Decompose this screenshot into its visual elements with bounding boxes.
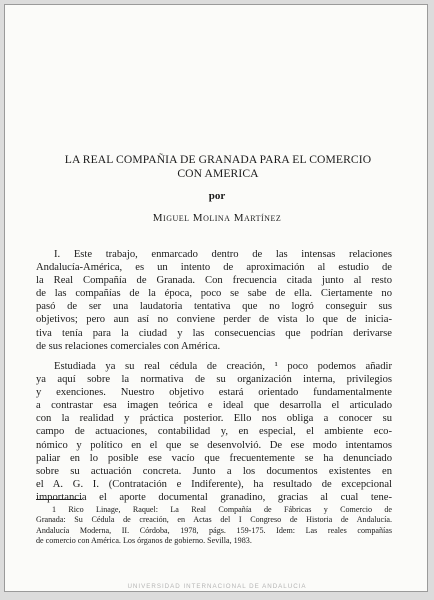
byline: por [208,190,226,202]
footnote-line: Granada: Su Cédula de creación, en Actas del I Congreso de Historia de Andalucía. [36,515,392,525]
author-name: Miguel Molina Martínez [152,212,282,224]
footnote-line: 1 Rico Linage, Raquel: La Real Compañía de Fábricas y Comercio de [52,505,392,514]
text-line: pasó de ser una laudatoria tentativa que no logró conseguir sus [36,301,392,313]
text-line: paliar en lo posible ese vacío que frecuentemente se ha denunciado [36,452,392,464]
text-line: Andalucía-América, es un intento de aproximación al estudio de [36,262,392,274]
text-line: el A. G. I. (Contratación e Indiferente), ha resultado de excepcional [36,478,392,490]
footnote [36,505,392,546]
text-line: campo de actuaciones, contabilidad y, en especial, el ambiente eco- [36,426,392,438]
footnote-line: Andalucía Moderna, II. Córdoba, 1978, págs. 159-175. Idem: Las reales compañías [36,525,392,535]
document-page [4,4,428,592]
text-line: con la realidad y práctica posterior. Ello nos obliga a conocer su [36,413,392,425]
paragraph-2 [36,360,392,504]
text-line: y exenciones. Nuestro objetivo estará orientado fundamentalmente [36,387,392,399]
text-line: nómico y político en el que se desenvolvió. De ese modo intentamos [36,439,392,451]
text-line: de las compañías de la época, poco se sabe de ella. Ciertamente no [36,288,392,300]
text-line: de sus relaciones comerciales con América. [36,340,221,352]
text-line: tiva tenía para la ciudad y las consecuencias que podrían derivarse [36,327,392,339]
paragraph-1 [36,248,392,353]
text-line: objetivos; pero aun así no conviene perder de vista lo que de inicia- [36,314,392,326]
repository-watermark: UNIVERSIDAD INTERNACIONAL DE ANDALUCIA [127,583,307,590]
footnote-line: de comercio con América. Los órganos de gobierno. Sevilla, 1983. [36,535,252,545]
text-line: la Real Compañía de Granada. Con frecuencia citada junto al resto [36,275,392,287]
title-line-2: CON AMERICA [177,167,259,180]
title-line-1: LA REAL COMPAÑIA DE GRANADA PARA EL COMERCIO [64,153,372,166]
text-line: ya aquí sobre la normativa de su organización interna, privilegios [36,374,392,386]
text-line: importancia el aporte documental granadino, gracias al cual tene- [36,491,392,503]
text-line: Estudiada ya su real cédula de creación, ¹ poco podemos añadir [54,361,392,372]
footnote-divider [36,499,82,500]
text-line: sobre su actuación concreta. Junto a los documentos existentes en [36,465,392,477]
text-line: a contrastar esa imagen teórica e ideal que desarrolla el articulado [36,400,392,412]
article-title [35,153,401,181]
text-line: I. Este trabajo, enmarcado dentro de las intensas relaciones [54,249,392,260]
